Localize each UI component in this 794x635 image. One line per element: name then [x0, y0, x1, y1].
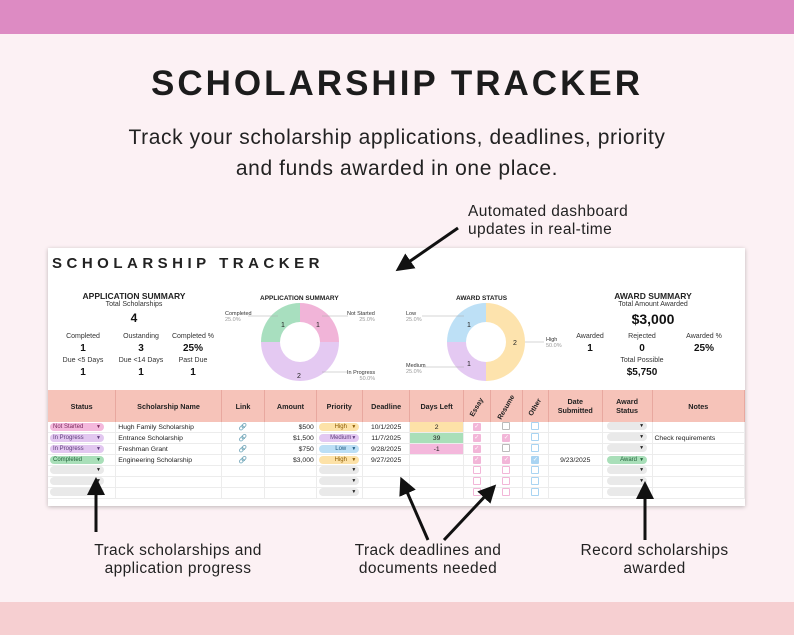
deadline-cell[interactable]: 11/7/2025: [362, 433, 410, 444]
other-checkbox[interactable]: [531, 444, 539, 452]
scholarship-name[interactable]: Freshman Grant: [116, 444, 221, 455]
other-checkbox[interactable]: [531, 433, 539, 441]
essay-checkbox[interactable]: [473, 488, 481, 496]
resume-checkbox[interactable]: ✓: [503, 457, 509, 464]
essay-checkbox[interactable]: ✓: [474, 457, 480, 464]
notes-cell[interactable]: [652, 422, 745, 433]
priority-dropdown[interactable]: Medium ▼: [319, 434, 359, 442]
status-dropdown[interactable]: Not Started ▼: [50, 423, 104, 431]
app-legend-inprogress: In Progress 50.0%: [347, 370, 376, 382]
resume-checkbox[interactable]: [502, 422, 510, 430]
award-dropdown[interactable]: ▼: [607, 433, 647, 441]
col-essay[interactable]: Essay: [463, 390, 490, 422]
app-legend-notstarted: Not Started 25.0%: [347, 311, 375, 323]
date-submitted-cell[interactable]: [548, 444, 602, 455]
other-checkbox[interactable]: ✓: [532, 457, 538, 464]
resume-checkbox[interactable]: [502, 466, 510, 474]
scholarship-table: [48, 390, 745, 499]
deadline-cell[interactable]: 9/28/2025: [362, 444, 410, 455]
notes-cell[interactable]: [652, 444, 745, 455]
date-submitted-cell[interactable]: [548, 422, 602, 433]
scholarship-name[interactable]: Entrance Scholarship: [116, 433, 221, 444]
priority-dropdown[interactable]: ▼: [319, 466, 359, 474]
award-dropdown[interactable]: ▼: [607, 422, 647, 430]
other-checkbox[interactable]: [531, 422, 539, 430]
col-other[interactable]: Other: [522, 390, 548, 422]
due14-stat: Due <14 Days 1: [118, 357, 164, 378]
awarded-pct-stat: Awarded % 25%: [686, 333, 722, 354]
donut-label-notstarted: 1: [316, 322, 320, 329]
callout-awarded: Record scholarships awarded: [580, 542, 729, 577]
status-dropdown[interactable]: ▼: [50, 488, 104, 496]
donut-label-inprogress: 2: [297, 373, 301, 380]
award-dropdown[interactable]: ▼: [607, 488, 647, 496]
col-amount[interactable]: Amount: [265, 390, 317, 422]
page-subtitle: Track your scholarship applications, deadlines, priority and funds awarded in one place.: [128, 126, 666, 180]
top-banner: [0, 0, 794, 34]
donut-label-high: 2: [513, 340, 517, 347]
pastdue-stat: Past Due 1: [178, 357, 208, 378]
col-status[interactable]: Status: [48, 390, 116, 422]
priority-dropdown[interactable]: Low ▼: [319, 445, 359, 453]
table-row: [48, 444, 745, 455]
page-title: SCHOLARSHIP TRACKER: [151, 64, 643, 103]
award-legend-low: Low 25.0%: [406, 311, 422, 323]
possible-stat: Total Possible $5,750: [620, 357, 664, 378]
date-submitted-cell[interactable]: [548, 433, 602, 444]
other-checkbox[interactable]: [531, 477, 539, 485]
scholarship-name[interactable]: Hugh Family Scholarship: [116, 422, 221, 433]
completed-pct-stat: Completed % 25%: [171, 333, 215, 354]
other-checkbox[interactable]: [531, 466, 539, 474]
other-checkbox[interactable]: [531, 488, 539, 496]
table-row: [48, 466, 745, 477]
app-legend-completed: Completed 25.0%: [225, 311, 252, 323]
link-icon[interactable]: 🔗: [221, 422, 264, 433]
date-submitted-cell[interactable]: 9/23/2025: [548, 455, 602, 466]
amount-cell[interactable]: $750: [265, 444, 317, 455]
callout-dashboard: Automated dashboard updates in real-time: [468, 203, 629, 238]
scholarship-name[interactable]: Engineering Scholarship: [116, 455, 221, 466]
col-name[interactable]: Scholarship Name: [116, 390, 221, 422]
donut-label-medium: 1: [467, 361, 471, 368]
status-dropdown[interactable]: In Progress ▼: [50, 434, 104, 442]
col-deadline[interactable]: Deadline: [362, 390, 410, 422]
resume-checkbox[interactable]: [502, 444, 510, 452]
priority-dropdown[interactable]: ▼: [319, 488, 359, 496]
table-row: [48, 433, 745, 444]
award-legend-medium: Medium 25.0%: [406, 363, 426, 375]
completed-stat: Completed 1: [66, 333, 100, 354]
amount-cell[interactable]: $500: [265, 422, 317, 433]
link-icon[interactable]: 🔗: [221, 455, 264, 466]
col-days-left[interactable]: Days Left: [410, 390, 463, 422]
rejected-stat: Rejected 0: [628, 333, 656, 354]
status-dropdown[interactable]: ▼: [50, 477, 104, 485]
deadline-cell[interactable]: 9/27/2025: [362, 455, 410, 466]
award-dropdown[interactable]: Award ▼: [607, 456, 647, 464]
col-resume[interactable]: Resume: [490, 390, 522, 422]
outstanding-stat: Oustanding 3: [123, 333, 159, 354]
due5-stat: Due <5 Days 1: [62, 357, 104, 378]
notes-cell[interactable]: [652, 455, 745, 466]
app-chart-title: APPLICATION SUMMARY: [260, 295, 339, 302]
col-notes[interactable]: Notes: [652, 390, 745, 422]
status-dropdown[interactable]: Completed ▼: [50, 456, 104, 464]
awarded-stat: Awarded 1: [576, 333, 604, 354]
bottom-banner: [0, 602, 794, 635]
table-header-row: [48, 390, 745, 422]
donut-label-low: 1: [467, 322, 471, 329]
deadline-cell[interactable]: 10/1/2025: [362, 422, 410, 433]
status-dropdown[interactable]: ▼: [50, 466, 104, 474]
col-date-submitted[interactable]: Date Submitted: [548, 390, 602, 422]
award-summary: AWARD SUMMARY Total Amount Awarded $3,000: [614, 291, 692, 327]
link-icon[interactable]: 🔗: [221, 444, 264, 455]
donut-label-completed: 1: [281, 322, 285, 329]
link-icon[interactable]: 🔗: [221, 433, 264, 444]
resume-checkbox[interactable]: [502, 488, 510, 496]
days-left-cell: -1: [410, 444, 463, 455]
essay-checkbox[interactable]: [473, 466, 481, 474]
essay-checkbox[interactable]: ✓: [474, 435, 480, 442]
col-award-status[interactable]: Award Status: [602, 390, 652, 422]
resume-checkbox[interactable]: [502, 477, 510, 485]
sheet-title: SCHOLARSHIP TRACKER: [52, 255, 324, 272]
award-legend-high: High 50.0%: [546, 337, 562, 349]
award-dropdown[interactable]: ▼: [607, 444, 647, 452]
resume-checkbox[interactable]: ✓: [503, 435, 509, 442]
days-left-cell: [410, 455, 463, 466]
days-left-cell: 2: [410, 422, 463, 433]
days-left-cell: 39: [410, 433, 463, 444]
table-row: [48, 477, 745, 488]
table-row: [48, 422, 745, 433]
essay-checkbox[interactable]: ✓: [474, 424, 480, 431]
col-priority[interactable]: Priority: [316, 390, 362, 422]
notes-cell[interactable]: Check requirements: [652, 433, 745, 444]
donut-slice-high: [486, 303, 525, 381]
priority-dropdown[interactable]: High ▼: [319, 423, 359, 431]
amount-cell[interactable]: $1,500: [265, 433, 317, 444]
award-dropdown[interactable]: ▼: [607, 477, 647, 485]
essay-checkbox[interactable]: ✓: [474, 446, 480, 453]
priority-dropdown[interactable]: ▼: [319, 477, 359, 485]
col-link[interactable]: Link: [221, 390, 264, 422]
application-summary: APPLICATION SUMMARY Total Scholarships 4: [82, 291, 186, 325]
callout-deadlines: Track deadlines and documents needed: [354, 542, 502, 577]
award-dropdown[interactable]: ▼: [607, 466, 647, 474]
table-row: [48, 488, 745, 499]
award-chart-title: AWARD STATUS: [456, 295, 508, 302]
priority-dropdown[interactable]: High ▼: [319, 456, 359, 464]
essay-checkbox[interactable]: [473, 477, 481, 485]
amount-cell[interactable]: $3,000: [265, 455, 317, 466]
table-row: [48, 455, 745, 466]
spreadsheet-preview: [48, 248, 745, 506]
callout-progress: Track scholarships and application progress: [94, 542, 262, 577]
status-dropdown[interactable]: In Progress ▼: [50, 445, 104, 453]
